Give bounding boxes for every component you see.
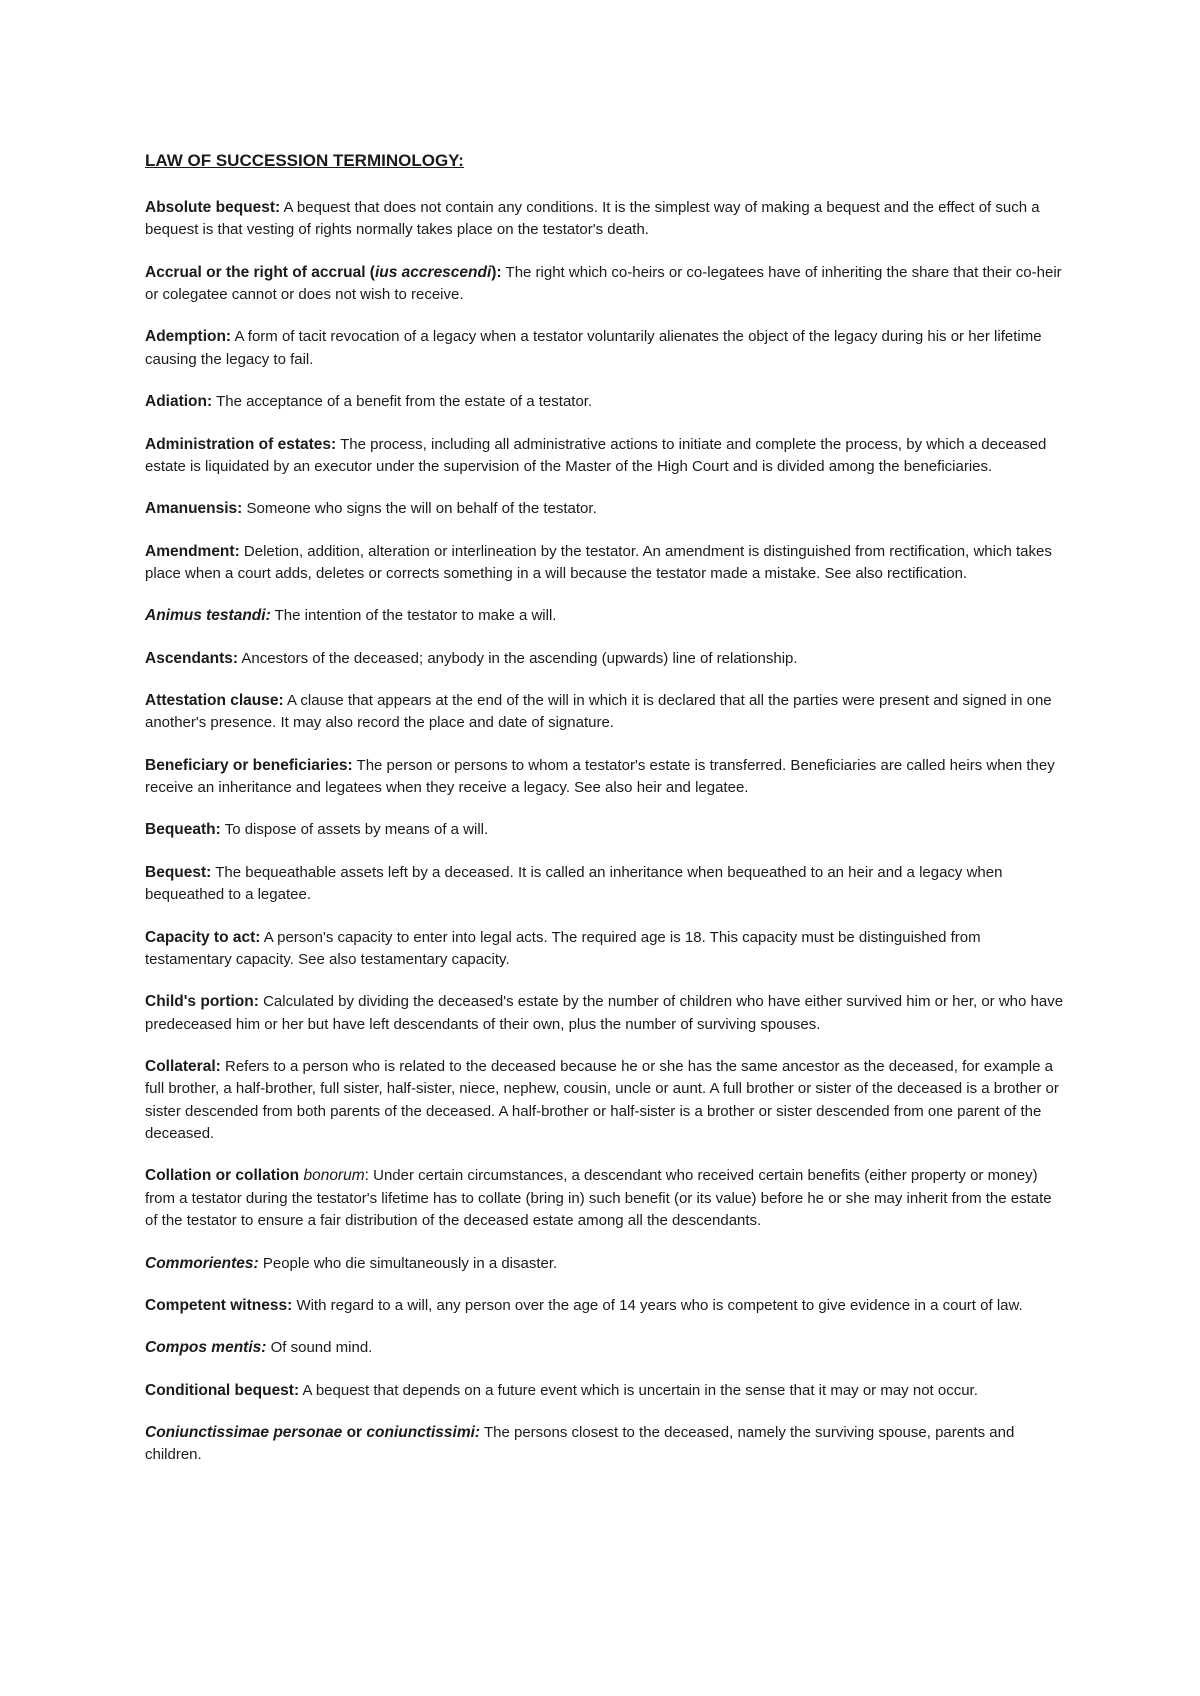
entry-capacity-to-act xyxy=(145,927,1065,972)
term: Amanuensis: xyxy=(145,500,243,518)
term: Collateral: xyxy=(145,1057,221,1075)
term: Amendment: xyxy=(145,542,240,560)
term xyxy=(145,1167,369,1184)
term xyxy=(145,1424,480,1441)
definition: A bequest that does not contain any conditions. It is the simplest way of making a bequest and the effect of such a bequest is that vesting of rights normally takes place on the testator's death. xyxy=(145,199,1040,239)
entry-animus-testandi xyxy=(145,605,1065,627)
term-part-latin: bonorum xyxy=(303,1167,365,1185)
definition: A person's capacity to enter into legal acts. The required age is 18. This capacity must be distinguished from testamentary capacity. See also testamentary capacity. xyxy=(145,928,981,968)
definition: Under certain circumstances, a descendant who received certain benefits (either property or money) from a testator during the testator's lifetime has to collate (bring in) such benefit (or its value) before he or she may inherit from the estate of the testator to ensure a fair distribution of the deceased estate among all the descendants. xyxy=(145,1167,1052,1230)
term: Bequest: xyxy=(145,863,212,881)
term: Child's portion: xyxy=(145,993,259,1011)
definition: A bequest that depends on a future event which is uncertain in the sense that it may or may not occur. xyxy=(302,1381,978,1399)
term: Ademption: xyxy=(145,328,232,346)
term: Compos mentis: xyxy=(145,1339,267,1357)
term: Absolute bequest: xyxy=(145,199,281,216)
definition: The process, including all administrative actions to initiate and complete the process, by which a deceased estate is liquidated by an executor under the supervision of the Master of the High Court and is divided among the beneficiaries. xyxy=(145,435,1047,475)
definition: The persons closest to the deceased, namely the surviving spouse, parents and children. xyxy=(145,1423,1015,1464)
term: Ascendants: xyxy=(145,649,239,667)
entry-bequeath xyxy=(145,819,1065,841)
term: Capacity to act: xyxy=(145,928,261,946)
definition: The person or persons to whom a testator's estate is transferred. Beneficiaries are called heirs when they receive an inheritance and legatees when they receive a legacy. See also heir and legatee. xyxy=(145,756,1055,797)
term: Beneficiary or beneficiaries: xyxy=(145,756,353,774)
entry-competent-witness xyxy=(145,1295,1065,1317)
entry-adiation xyxy=(145,391,1065,413)
definition: Someone who signs the will on behalf of the testator. xyxy=(246,500,597,518)
term: Attestation clause: xyxy=(145,692,284,710)
entry-childs-portion xyxy=(145,991,1065,1036)
term: Conditional bequest: xyxy=(145,1381,300,1399)
definition: A form of tacit revocation of a legacy when a testator voluntarily alienates the object of the legacy during his or her lifetime causing the legacy to fail. xyxy=(145,328,1042,368)
term xyxy=(145,264,502,281)
entry-commorientes xyxy=(145,1253,1065,1275)
entry-bequest xyxy=(145,862,1065,907)
definition: The right which co-heirs or co-legatees have of inheriting the share that their co-heir or colegatee cannot or does not wish to receive. xyxy=(145,263,1062,304)
term: Adiation: xyxy=(145,393,213,411)
entry-accrual xyxy=(145,262,1065,307)
term-part: : xyxy=(364,1167,369,1185)
term-part: ): xyxy=(491,263,502,281)
term: Commorientes: xyxy=(145,1254,259,1272)
entry-collation xyxy=(145,1165,1065,1232)
term-part: Collation or collation xyxy=(145,1167,304,1185)
definition: Ancestors of the deceased; anybody in the ascending (upwards) line of relationship. xyxy=(241,649,798,667)
entry-ascendants xyxy=(145,648,1065,670)
definition: People who die simultaneously in a disaster. xyxy=(262,1254,558,1272)
definition: The acceptance of a benefit from the estate of a testator. xyxy=(216,393,593,411)
entry-administration-of-estates xyxy=(145,434,1065,479)
definition: A clause that appears at the end of the will in which it is declared that all the parties were present and signed in one another's presence. It may also record the place and date of signature. xyxy=(145,692,1052,732)
term: Competent witness: xyxy=(145,1296,293,1314)
term: Administration of estates: xyxy=(145,435,337,453)
entry-amanuensis xyxy=(145,498,1065,520)
entry-coniunctissimae-personae xyxy=(145,1422,1065,1467)
entry-beneficiary xyxy=(145,755,1065,800)
term-part: or xyxy=(342,1423,367,1441)
term-part: Accrual or the right of accrual ( xyxy=(145,263,375,281)
term-part-latin: coniunctissimi: xyxy=(366,1423,481,1441)
entry-absolute-bequest xyxy=(145,197,1065,242)
entry-attestation-clause xyxy=(145,690,1065,735)
term-part-latin: Coniunctissimae personae xyxy=(145,1423,343,1441)
entry-compos-mentis xyxy=(145,1337,1065,1359)
term-part-latin: ius accrescendi xyxy=(374,263,492,281)
definition: The intention of the testator to make a will. xyxy=(274,607,557,625)
entry-amendment xyxy=(145,541,1065,586)
entry-ademption xyxy=(145,326,1065,371)
definition: With regard to a will, any person over the age of 14 years who is competent to give evidence in a court of law. xyxy=(296,1296,1023,1314)
definition: Of sound mind. xyxy=(270,1339,373,1357)
term: Animus testandi: xyxy=(145,607,271,625)
definition: The bequeathable assets left by a deceased. It is called an inheritance when bequeathed to an heir and a legacy when bequeathed to a legatee. xyxy=(145,863,1003,904)
term: Bequeath: xyxy=(145,821,221,839)
definition: Deletion, addition, alteration or interlineation by the testator. An amendment is distinguished from rectification, which takes place when a court adds, deletes or corrects something in a will because the testator made a mistake. See also rectification. xyxy=(145,542,1052,582)
entry-collateral xyxy=(145,1056,1065,1145)
definition: To dispose of assets by means of a will. xyxy=(224,821,489,839)
entry-conditional-bequest xyxy=(145,1380,1065,1402)
document-title: LAW OF SUCCESSION TERMINOLOGY: xyxy=(145,151,464,170)
definition: Calculated by dividing the deceased's estate by the number of children who have either survived him or her, or who have predeceased him or her but have left descendants of their own, plus the number of surviving spouses. xyxy=(145,993,1064,1033)
definition: Refers to a person who is related to the deceased because he or she has the same ancestor as the deceased, for example a full brother, a half-brother, full sister, half-sister, niece, nephew, cousin, uncle or aunt. A full brother or sister of the deceased is a brother or sister descended from both parents of the deceased. A half-brother or half-sister is a brother or sister descended from one parent of the deceased. xyxy=(145,1057,1059,1143)
